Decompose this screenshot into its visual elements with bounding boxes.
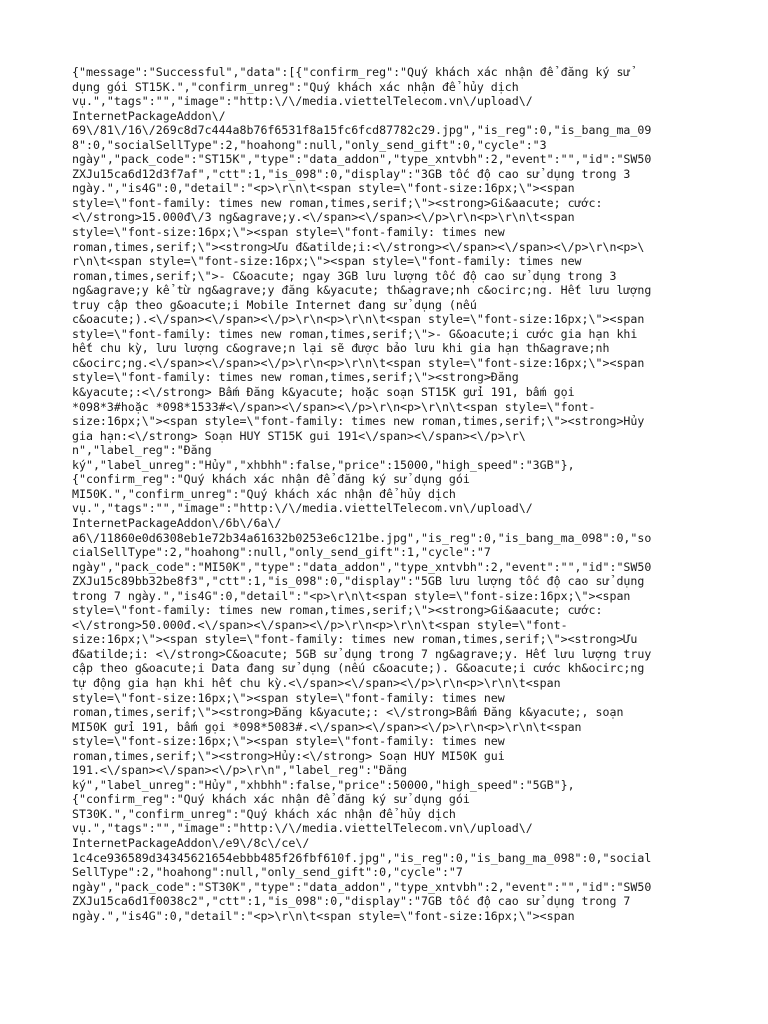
text-line: InternetPackageAddon\/e9\/8c\/ce\/ xyxy=(72,835,310,850)
json-text-document xyxy=(72,65,712,923)
text-line: style=\"font-family: times new roman,times,serif;\"><strong>Đăng xyxy=(72,370,519,385)
text-line: r\n\t<span style=\"font-size:16px;\"><span style=\"font-family: times new xyxy=(72,254,582,269)
text-line: InternetPackageAddon\/6b\/6a\/ xyxy=(72,515,282,530)
text-line: ngày","pack_code":"ST30K","type":"data_addon","type_xntvbh":2,"event":"","id":"SW50 xyxy=(72,879,652,894)
text-line: ngày","pack_code":"MI50K","type":"data_addon","type_xntvbh":2,"event":"","id":"SW50 xyxy=(72,559,652,574)
text-line: c&ocirc;ng.<\/span><\/span><\/p>\r\n<p>\r\n\t<span style=\"font-size:16px;\"><span xyxy=(72,355,645,370)
text-line: ng&agrave;y kể từ ng&agrave;y đăng k&yacute; th&agrave;nh c&ocirc;ng. Hết lưu lượng xyxy=(72,283,652,298)
text-line: {"confirm_reg":"Quý khách xác nhận để đăng ký sử dụng gói xyxy=(72,472,470,487)
text-line: {"message":"Successful","data":[{"confirm_reg":"Quý khách xác nhận để đăng ký sử xyxy=(72,65,631,79)
text-line: a6\/11860e0d6308eb1e72b34a61632b0253e6c121be.jpg","is_reg":0,"is_bang_ma_098":0,"so xyxy=(72,530,652,545)
text-line: style=\"font-size:16px;\"><span style=\"font-family: times new xyxy=(72,690,505,705)
text-line: 191.<\/span><\/span><\/p>\r\n","label_reg":"Đăng xyxy=(72,763,408,778)
text-line: ZXJu15ca6d1f0038c2","ctt":1,"is_098":0,"display":"7GB tốc độ cao sử dụng trong 7 xyxy=(72,894,631,909)
text-line: roman,times,serif;\">- C&oacute; ngay 3GB lưu lượng tốc độ cao sử dụng trong 3 xyxy=(72,268,617,283)
text-line: 1c4ce936589d34345621654ebbb485f26fbf610f.jpg","is_reg":0,"is_bang_ma_098":0,"social xyxy=(72,850,652,865)
text-line: ký","label_unreg":"Hủy","xhbhh":false,"price":50000,"high_speed":"5GB"}, xyxy=(72,777,575,792)
text-line: {"confirm_reg":"Quý khách xác nhận để đăng ký sử dụng gói xyxy=(72,792,470,807)
text-line: dụng gói ST15K.","confirm_unreg":"Quý khách xác nhận để hủy dịch xyxy=(72,79,519,94)
text-line: style=\"font-size:16px;\"><span style=\"font-family: times new xyxy=(72,734,505,749)
text-line: roman,times,serif;\"><strong>Ưu đ&atilde;i:<\/strong><\/span><\/span><\/p>\r\n<p>\ xyxy=(72,239,645,254)
text-line: SellType":2,"hoahong":null,"only_send_gift":0,"cycle":"7 xyxy=(72,865,463,880)
text-line: size:16px;\"><span style=\"font-family: times new roman,times,serif;\"><strong>Hủy xyxy=(72,414,645,429)
text-line: c&oacute;).<\/span><\/span><\/p>\r\n<p>\r\n\t<span style=\"font-size:16px;\"><span xyxy=(72,312,645,327)
text-line: roman,times,serif;\"><strong>Đăng k&yacute;: <\/strong>Bấm Đăng k&yacute;, soạn xyxy=(72,705,624,720)
text-line: ngày.","is4G":0,"detail":"<p>\r\n\t<span style=\"font-size:16px;\"><span xyxy=(72,181,575,196)
text-line: *098*3#hoặc *098*1533#<\/span><\/span><\/p>\r\n<p>\r\n\t<span style=\"font- xyxy=(72,399,596,414)
text-line: <\/strong>50.000đ.<\/span><\/span><\/p>\r\n<p>\r\n\t<span style=\"font- xyxy=(72,617,568,632)
text-line: ST30K.","confirm_unreg":"Quý khách xác nhận để hủy dịch xyxy=(72,806,456,821)
text-line: vụ.","tags":"","image":"http:\/\/media.viettelTelecom.vn\/upload\/ xyxy=(72,821,533,836)
text-line: gia hạn:<\/strong> Soạn HUY ST15K gui 191<\/span><\/span><\/p>\r\ xyxy=(72,428,526,443)
text-line: tự động gia hạn khi hết chu kỳ.<\/span><\/span><\/p>\r\n<p>\r\n\t<span xyxy=(72,675,561,690)
text-line: cialSellType":2,"hoahong":null,"only_send_gift":1,"cycle":"7 xyxy=(72,545,491,560)
text-line: vụ.","tags":"","image":"http:\/\/media.viettelTelecom.vn\/upload\/ xyxy=(72,94,533,109)
text-line: style=\"font-family: times new roman,times,serif;\">- G&oacute;i cước gia hạn khi xyxy=(72,326,638,341)
text-line: ký","label_unreg":"Hủy","xhbhh":false,"price":15000,"high_speed":"3GB"}, xyxy=(72,457,575,472)
text-line: size:16px;\"><span style=\"font-family: times new roman,times,serif;\"><strong>Ưu xyxy=(72,632,638,647)
text-line: ZXJu15c89bb32be8f3","ctt":1,"is_098":0,"display":"5GB lưu lượng tốc độ cao sử dụng xyxy=(72,574,645,589)
text-line: InternetPackageAddon\/ xyxy=(72,108,226,123)
text-line: đ&atilde;i: <\/strong>C&oacute; 5GB sử dụng trong 7 ng&agrave;y. Hết lưu lượng truy xyxy=(72,646,652,661)
text-line: 8":0,"socialSellType":2,"hoahong":null,"only_send_gift":0,"cycle":"3 xyxy=(72,137,547,152)
text-line: ZXJu15ca6d12d3f7af","ctt":1,"is_098":0,"display":"3GB tốc độ cao sử dụng trong 3 xyxy=(72,166,631,181)
text-line: hết chu kỳ, lưu lượng c&ograve;n lại sẽ được bảo lưu khi gia hạn th&agrave;nh xyxy=(72,341,610,356)
text-line: roman,times,serif;\"><strong>Hủy:<\/strong> Soạn HUY MI50K gui xyxy=(72,748,505,763)
text-line: n","label_reg":"Đăng xyxy=(72,443,212,458)
text-line: MI50K.","confirm_unreg":"Quý khách xác nhận để hủy dịch xyxy=(72,486,456,501)
text-line: k&yacute;:<\/strong> Bấm Đăng k&yacute; hoặc soạn ST15K gửi 191, bấm gọi xyxy=(72,385,575,400)
text-line: style=\"font-family: times new roman,times,serif;\"><strong>Gi&aacute; cước: xyxy=(72,195,603,210)
text-line: cập theo g&oacute;i Data đang sử dụng (nếu c&oacute;). G&oacute;i cước kh&ocirc;ng xyxy=(72,661,645,676)
text-line: style=\"font-size:16px;\"><span style=\"font-family: times new xyxy=(72,225,505,240)
text-line: trong 7 ngày.","is4G":0,"detail":"<p>\r\n\t<span style=\"font-size:16px;\"><span xyxy=(72,588,631,603)
text-line: ngày.","is4G":0,"detail":"<p>\r\n\t<span style=\"font-size:16px;\"><span xyxy=(72,908,575,923)
text-line: <\/strong>15.000đ\/3 ng&agrave;y.<\/span><\/span><\/p>\r\n<p>\r\n\t<span xyxy=(72,210,575,225)
text-line: MI50K gửi 191, bấm gọi *098*5083#.<\/span><\/span><\/p>\r\n<p>\r\n\t<span xyxy=(72,719,582,734)
text-line: style=\"font-family: times new roman,times,serif;\"><strong>Gi&aacute; cước: xyxy=(72,603,603,618)
text-line: vụ.","tags":"","image":"http:\/\/media.viettelTelecom.vn\/upload\/ xyxy=(72,501,533,516)
text-line: 69\/81\/16\/269c8d7c444a8b76f6531f8a15fc6fcd87782c29.jpg","is_reg":0,"is_bang_ma_09 xyxy=(72,123,652,138)
text-line: ngày","pack_code":"ST15K","type":"data_addon","type_xntvbh":2,"event":"","id":"SW50 xyxy=(72,152,652,167)
text-line: truy cập theo g&oacute;i Mobile Internet đang sử dụng (nếu xyxy=(72,297,477,312)
